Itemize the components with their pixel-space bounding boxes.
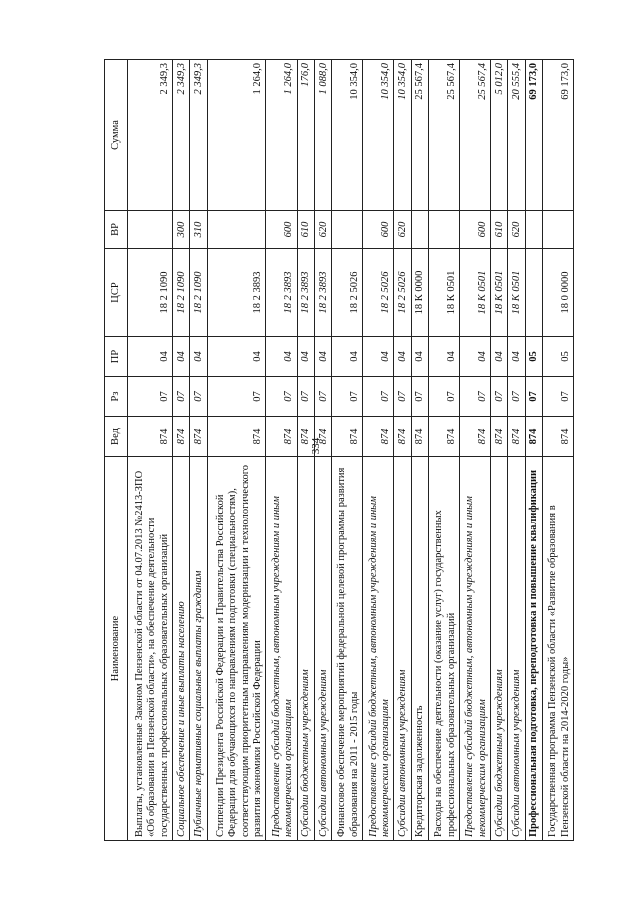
cell-pr: 04 — [459, 337, 490, 377]
cell-vr — [542, 211, 573, 249]
cell-name: Государственная программа Пензенской области «Развитие образования в Пензенской области на 2014-2020 годы» — [542, 457, 573, 841]
cell-rz: 07 — [207, 377, 266, 417]
cell-ved: 874 — [363, 417, 394, 457]
table-row — [394, 60, 411, 841]
cell-sum: 176,0 — [297, 60, 314, 211]
cell-csr: 18 2 5026 — [332, 249, 363, 337]
header-name: Наименование — [105, 457, 128, 841]
cell-sum: 69 173,0 — [542, 60, 573, 211]
cell-name: Субсидии бюджетным учреждениям — [297, 457, 314, 841]
cell-vr — [525, 211, 542, 249]
cell-rz: 07 — [491, 377, 508, 417]
cell-rz: 07 — [332, 377, 363, 417]
cell-rz: 07 — [128, 377, 173, 417]
cell-csr: 18 К 0501 — [428, 249, 459, 337]
cell-ved: 874 — [266, 417, 297, 457]
cell-name: Публичные нормативные социальные выплаты гражданам — [190, 457, 207, 841]
cell-name: Кредиторская задолженность — [411, 457, 428, 841]
cell-sum: 2 349,3 — [128, 60, 173, 211]
cell-sum: 10 354,0 — [394, 60, 411, 211]
cell-pr: 05 — [542, 337, 573, 377]
cell-vr: 310 — [190, 211, 207, 249]
cell-vr: 300 — [173, 211, 190, 249]
cell-csr: 18 2 5026 — [363, 249, 394, 337]
cell-sum: 10 354,0 — [332, 60, 363, 211]
cell-pr: 04 — [266, 337, 297, 377]
cell-vr: 610 — [297, 211, 314, 249]
cell-sum: 1 088,0 — [314, 60, 331, 211]
cell-vr — [332, 211, 363, 249]
table-row — [207, 60, 266, 841]
cell-rz: 07 — [525, 377, 542, 417]
cell-pr: 04 — [332, 337, 363, 377]
table-header-row — [105, 60, 128, 841]
cell-rz: 07 — [394, 377, 411, 417]
cell-pr: 04 — [173, 337, 190, 377]
cell-rz: 07 — [266, 377, 297, 417]
cell-name: Выплаты, установленные Законом Пензенской области от 04.07.2013 №2413-ЗПО «Об образовании в Пензенской области», на обеспечение деятельности государственных профессиональных образовательных организаций — [128, 457, 173, 841]
cell-csr: 18 К 0000 — [411, 249, 428, 337]
cell-ved: 874 — [128, 417, 173, 457]
cell-csr: 18 К 0501 — [508, 249, 525, 337]
header-vr: ВР — [105, 211, 128, 249]
cell-sum: 25 567,4 — [459, 60, 490, 211]
budget-table — [104, 59, 574, 841]
cell-csr: 18 2 3893 — [207, 249, 266, 337]
cell-ved: 874 — [394, 417, 411, 457]
cell-pr: 05 — [525, 337, 542, 377]
cell-rz: 07 — [297, 377, 314, 417]
cell-csr: 18 2 3893 — [266, 249, 297, 337]
cell-vr — [428, 211, 459, 249]
cell-csr: 18 2 3893 — [297, 249, 314, 337]
cell-vr: 600 — [459, 211, 490, 249]
cell-ved: 874 — [314, 417, 331, 457]
cell-rz: 07 — [173, 377, 190, 417]
cell-name: Субсидии автономным учреждениям — [394, 457, 411, 841]
cell-name: Предоставление субсидий бюджетным, автономным учреждениям и иным некоммерческим организациям — [266, 457, 297, 841]
cell-sum: 1 264,0 — [266, 60, 297, 211]
cell-name: Предоставление субсидий бюджетным, автономным учреждениям и иным некоммерческим организациям — [363, 457, 394, 841]
table-row — [491, 60, 508, 841]
cell-ved: 874 — [542, 417, 573, 457]
cell-pr: 04 — [411, 337, 428, 377]
cell-csr: 18 К 0501 — [491, 249, 508, 337]
cell-ved: 874 — [508, 417, 525, 457]
cell-ved: 874 — [428, 417, 459, 457]
cell-sum: 20 555,4 — [508, 60, 525, 211]
cell-pr: 04 — [297, 337, 314, 377]
table-row — [525, 60, 542, 841]
cell-name: Предоставление субсидий бюджетным, автономным учреждениям и иным некоммерческим организациям — [459, 457, 490, 841]
cell-sum: 25 567,4 — [428, 60, 459, 211]
cell-rz: 07 — [428, 377, 459, 417]
cell-name: Социальное обеспечение и иные выплаты населению — [173, 457, 190, 841]
cell-ved: 874 — [190, 417, 207, 457]
cell-pr: 04 — [394, 337, 411, 377]
cell-sum: 69 173,0 — [525, 60, 542, 211]
cell-pr: 04 — [190, 337, 207, 377]
cell-ved: 874 — [173, 417, 190, 457]
cell-csr: 18 2 1090 — [173, 249, 190, 337]
cell-pr: 04 — [314, 337, 331, 377]
cell-vr: 600 — [266, 211, 297, 249]
table-row — [363, 60, 394, 841]
cell-rz: 07 — [411, 377, 428, 417]
header-ved: Вед — [105, 417, 128, 457]
header-pr: ПР — [105, 337, 128, 377]
cell-name: Субсидии бюджетным учреждениям — [491, 457, 508, 841]
cell-csr: 18 2 5026 — [394, 249, 411, 337]
cell-vr: 620 — [394, 211, 411, 249]
cell-name: Субсидии автономным учреждениям — [508, 457, 525, 841]
cell-csr: 18 2 1090 — [128, 249, 173, 337]
cell-sum: 25 567,4 — [411, 60, 428, 211]
table-row — [173, 60, 190, 841]
cell-vr: 620 — [314, 211, 331, 249]
cell-pr: 04 — [428, 337, 459, 377]
cell-sum: 1 264,0 — [207, 60, 266, 211]
cell-ved: 874 — [459, 417, 490, 457]
cell-vr: 610 — [491, 211, 508, 249]
cell-name: Субсидии автономным учреждениям — [314, 457, 331, 841]
cell-csr: 18 2 1090 — [190, 249, 207, 337]
table-row — [508, 60, 525, 841]
cell-name: Расходы на обеспечение деятельности (оказание услуг) государственных профессиональных образовательных организаций — [428, 457, 459, 841]
table-row — [314, 60, 331, 841]
header-rz: Рз — [105, 377, 128, 417]
cell-csr — [525, 249, 542, 337]
cell-ved: 874 — [491, 417, 508, 457]
table-row — [128, 60, 173, 841]
cell-ved: 874 — [411, 417, 428, 457]
cell-rz: 07 — [508, 377, 525, 417]
table-row — [297, 60, 314, 841]
table-row — [542, 60, 573, 841]
cell-rz: 07 — [363, 377, 394, 417]
cell-vr — [207, 211, 266, 249]
cell-vr: 600 — [363, 211, 394, 249]
cell-rz: 07 — [459, 377, 490, 417]
table-row — [459, 60, 490, 841]
cell-ved: 874 — [207, 417, 266, 457]
page-number: 334 — [310, 437, 322, 455]
cell-vr: 620 — [508, 211, 525, 249]
cell-sum: 5 012,0 — [491, 60, 508, 211]
cell-rz: 07 — [542, 377, 573, 417]
cell-rz: 07 — [190, 377, 207, 417]
cell-rz: 07 — [314, 377, 331, 417]
cell-name: Профессиональная подготовка, переподготовка и повышение квалификации — [525, 457, 542, 841]
cell-vr — [411, 211, 428, 249]
cell-pr: 04 — [508, 337, 525, 377]
table-row — [266, 60, 297, 841]
table-row — [190, 60, 207, 841]
cell-csr: 18 К 0501 — [459, 249, 490, 337]
cell-name: Стипендии Президента Российской Федерации и Правительства Российской Федерации для обучающихся по направлениям подготовки (специальностям), соответствующим приоритетным направлениям модернизации и технологического развития экономики Российской Федерации — [207, 457, 266, 841]
cell-ved: 874 — [297, 417, 314, 457]
header-sum: Сумма — [105, 60, 128, 211]
cell-ved: 874 — [525, 417, 542, 457]
cell-pr: 04 — [363, 337, 394, 377]
table-row — [428, 60, 459, 841]
cell-ved: 874 — [332, 417, 363, 457]
table-row — [411, 60, 428, 841]
cell-csr: 18 0 0000 — [542, 249, 573, 337]
cell-vr — [128, 211, 173, 249]
cell-sum: 2 349,3 — [190, 60, 207, 211]
cell-csr: 18 2 3893 — [314, 249, 331, 337]
cell-pr: 04 — [128, 337, 173, 377]
cell-sum: 2 349,3 — [173, 60, 190, 211]
cell-pr: 04 — [491, 337, 508, 377]
cell-sum: 10 354,0 — [363, 60, 394, 211]
budget-table-container — [104, 60, 574, 841]
cell-name: Финансовое обеспечение мероприятий федеральной целевой программы развития образования на 2011 - 2015 годы — [332, 457, 363, 841]
header-csr: ЦСР — [105, 249, 128, 337]
table-row — [332, 60, 363, 841]
cell-pr: 04 — [207, 337, 266, 377]
